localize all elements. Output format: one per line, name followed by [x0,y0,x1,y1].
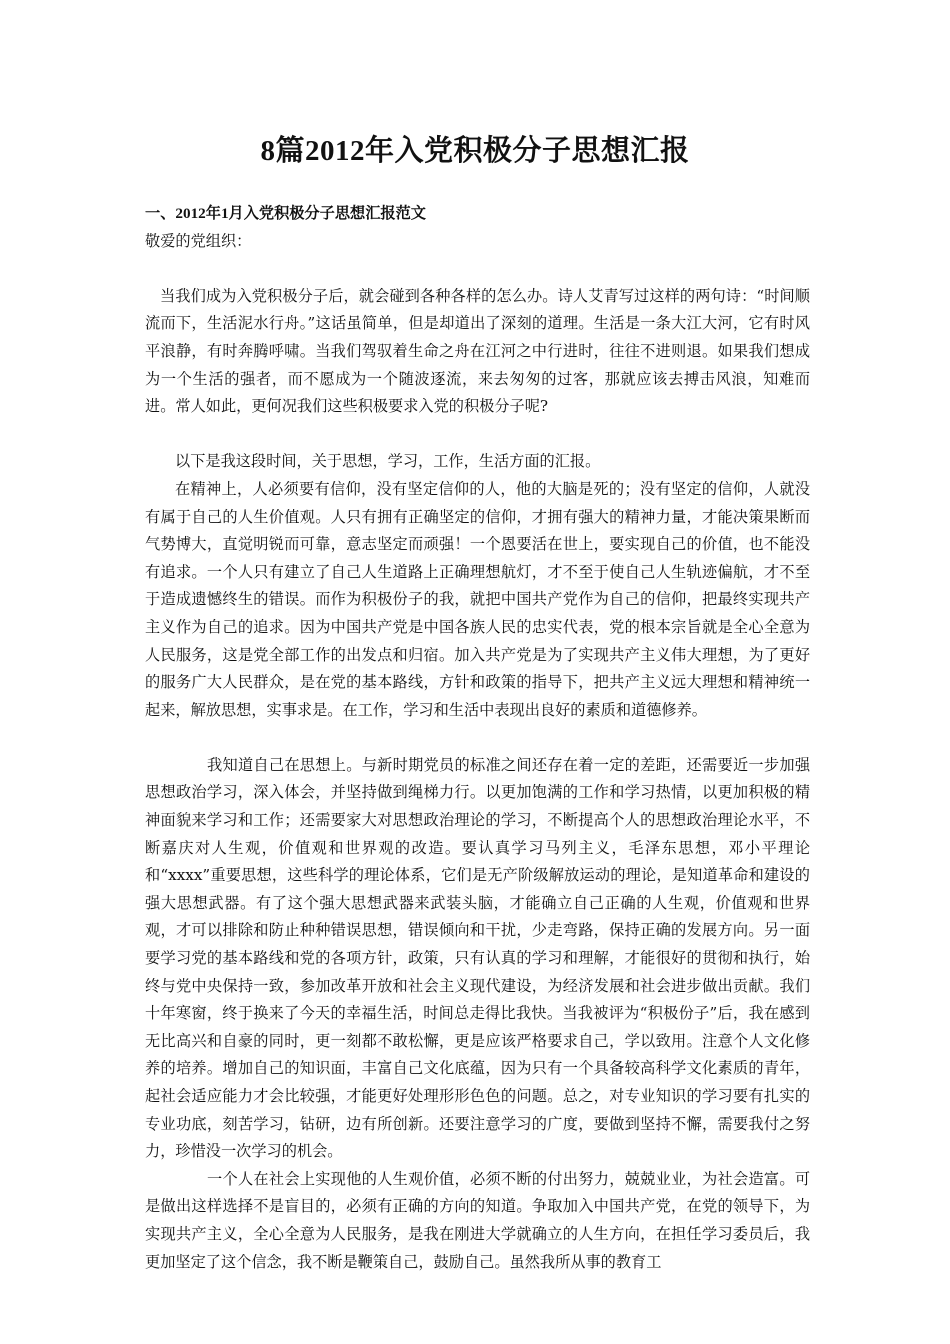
document-title: 8篇2012年入党积极分子思想汇报 [260,135,690,167]
paragraph: 当我们成为入党积极分子后，就会碰到各种各样的怎么办。诗人艾青写过这样的两句诗：“时间顺流而下，生活泥水行舟。”这话虽简单，但是却道出了深刻的道理。生活是一条大江大河，它有时风平浪静，有时奔腾呼啸。当我们驾驭着生命之舟在江河之中行进时，往往不进则退。如果我们想成为一个生活的强者，而不愿成为一个随波逐流，来去匆匆的过客，那就应该去搏击风浪，知难而进。常人如此，更何况我们这些积极要求入党的积极分子呢? [145,286,810,416]
paragraph-gap [145,255,810,283]
paragraph: 在精神上，人必须要有信仰，没有坚定信仰的人，他的大脑是死的；没有坚定的信仰，人就没有属于自己的人生价值观。人只有拥有正确坚定的信仰，才拥有强大的精神力量，才能决策果断而气势博大，直觉明锐而可靠，意志坚定而顽强！一个恩要活在世上，要实现自己的价值，也不能没有追求。一个人只有建立了自己人生道路上正确理想航灯，才不至于使自己人生轨迹偏航，才不至于造成遗憾终生的错误。而作为积极份子的我，就把中国共产党作为自己的信仰，把最终实现共产主义作为自己的追求。因为中国共产党是中国各族人民的忠实代表，党的根本宗旨就是全心全意为人民服务，这是党全部工作的出发点和归宿。加入共产党是为了实现共产主义伟大理想，为了更好的服务广大人民群众，是在党的基本路线，方针和政策的指导下，把共产主义远大理想和精神统一起来，解放思想，实事求是。在工作，学习和生活中表现出良好的素质和道德修养。 [145,479,810,719]
salutation: 敬爱的党组织： [145,231,252,250]
section-heading: 一、2012年1月入党积极分子思想汇报范文 [145,205,426,222]
paragraph-gap [145,724,810,752]
document-body [145,200,810,1276]
paragraph-gap [145,421,810,449]
paragraph: 一个人在社会上实现他的人生观价值，必须不断的付出努力，兢兢业业，为社会造富。可是做出这样选择不是盲目的，必须有正确的方向的知道。争取加入中国共产党，在党的领导下，为实现共产主义，全心全意为人民服务，是我在刚进大学就确立的人生方向，在担任学习委员后，我更加坚定了这个信念，我不断是鞭策自己，鼓励自己。虽然我所从事的教育工 [145,1169,810,1271]
paragraph: 我知道自己在思想上。与新时期党员的标准之间还存在着一定的差距，还需要近一步加强思想政治学习，深入体会，并坚持做到绳梯力行。以更加饱满的工作和学习热情，以更加积极的精神面貌来学习和工作；还需要家大对思想政治理论的学习，不断提高个人的思想政治理论水平，不断嘉庆对人生观，价值观和世界观的改造。要认真学习马列主义，毛泽东思想，邓小平理论和“xxxx”重要思想，这些科学的理论体系，它们是无产阶级解放运动的理论，是知道革命和建设的强大思想武器。有了这个强大思想武器来武装头脑，才能确立自己正确的人生观，价值观和世界观，才可以排除和防止种种错误思想，错误倾向和干扰，少走弯路，保持正确的发展方向。另一面要学习党的基本路线和党的各项方针，政策，只有认真的学习和理解，才能很好的贯彻和执行，始终与党中央保持一致，参加改革开放和社会主义现代建设，为经济发展和社会进步做出贡献。我们十年寒窗，终于换来了今天的幸福生活，时间总走得比我快。当我被评为“积极份子”后，我在感到无比高兴和自豪的同时，更一刻都不敢松懈，更是应该严格要求自己，学以致用。注意个人文化修养的培养。增加自己的知识面，丰富自己文化底蕴，因为只有一个具备较高科学文化素质的青年，起社会适应能力才会比较强，才能更好处理形形色色的问题。总之，对专业知识的学习要有扎实的专业功底，刻苦学习，钻研，边有所创新。还要注意学习的广度，要做到坚持不懈，需要我付之努力，珍惜没一次学习的机会。 [145,755,810,1161]
paragraph: 以下是我这段时间，关于思想，学习，工作，生活方面的汇报。 [175,452,601,471]
